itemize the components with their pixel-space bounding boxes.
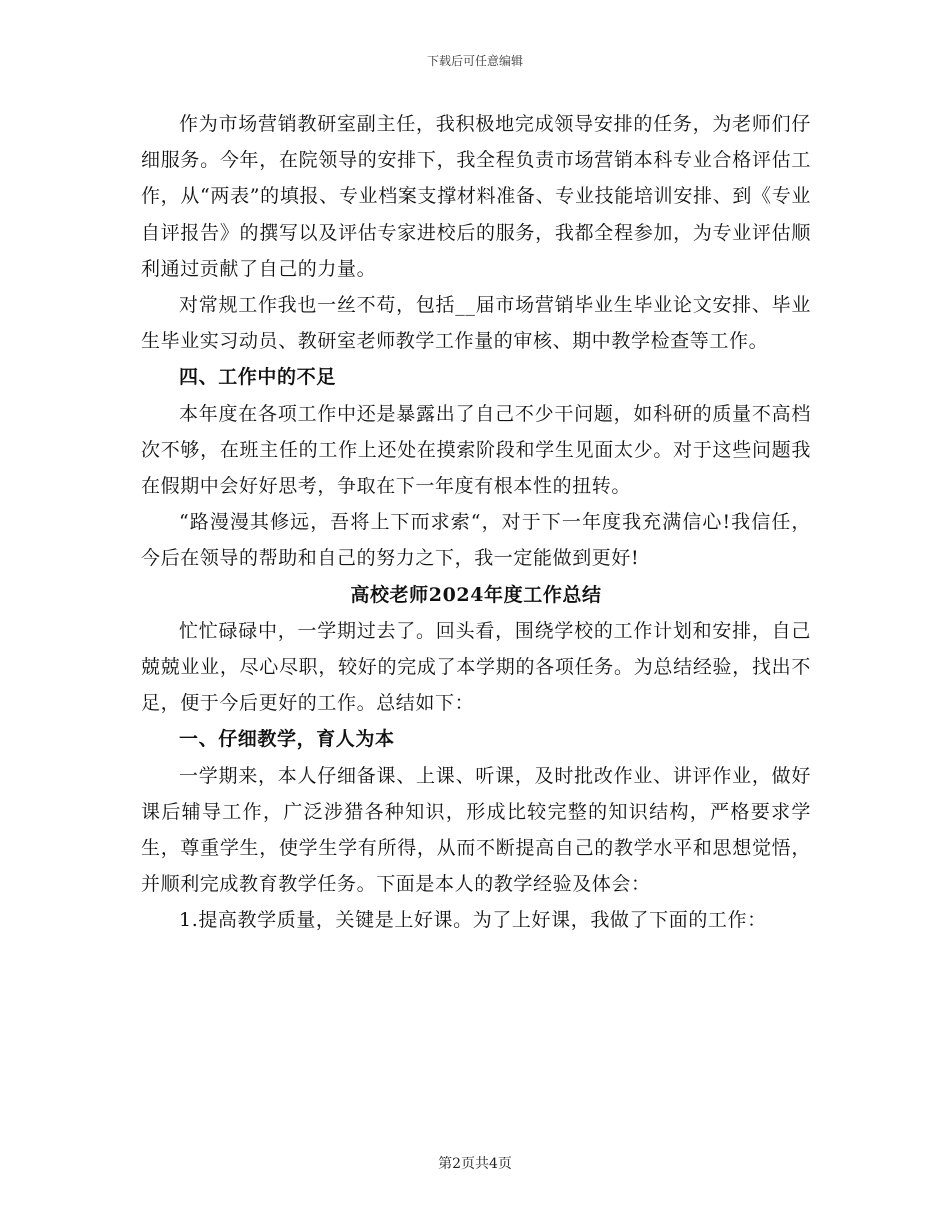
document-body — [141, 106, 811, 939]
page-header-note: 下载后可任意编辑 — [426, 54, 523, 68]
paragraph-routine-work: 对常规工作我也一丝不苟，包括__届市场营销毕业生毕业论文安排、毕业生毕业实习动员、教研室老师教学工作量的审核、期中教学检查等工作。 — [141, 294, 811, 353]
paragraph-shortcomings: 本年度在各项工作中还是暴露出了自己不少干问题，如科研的质量不高档次不够，在班主任的工作上还处在摸索阶段和学生见面太少。对于这些问题我在假期中会好好思考，争取在下一年度有根本性的扭转。 — [141, 402, 811, 498]
section-heading-shortcomings: 四、工作中的不足 — [179, 366, 336, 389]
paragraph-quality: 1.提高教学质量，关键是上好课。为了上好课，我做了下面的工作： — [179, 909, 767, 932]
section-heading-teaching: 一、仔细教学，育人为本 — [179, 728, 395, 751]
paragraph-outlook: “路漫漫其修远，吾将上下而求索“，对于下一年度我充满信心!我信任，今后在领导的帮助和自己的努力之下，我一定能做到更好! — [141, 511, 811, 570]
document-title: 高校老师2024年度工作总结 — [350, 583, 602, 606]
paragraph-teaching: 一学期来，本人仔细备课、上课、听课，及时批改作业、讲评作业，做好课后辅导工作，广泛涉猎各种知识，形成比较完整的知识结构，严格要求学生，尊重学生，使学生学有所得，从而不断提高自己的教学水平和思想觉悟，并顺利完成教育教学任务。下面是本人的教学经验及体会： — [141, 764, 811, 896]
paragraph-duties: 作为市场营销教研室副主任，我积极地完成领导安排的任务，为老师们仔细服务。今年，在院领导的安排下，我全程负责市场营销本科专业合格评估工作，从“两表”的填报、专业档案支撑材料准备、专业技能培训安排、到《专业自评报告》的撰写以及评估专家进校后的服务，我都全程参加，为专业评估顺利通过贡献了自己的力量。 — [141, 113, 811, 280]
page-number: 第2页共4页 — [438, 1156, 512, 1172]
paragraph-intro: 忙忙碌碌中，一学期过去了。回头看，围绕学校的工作计划和安排，自己兢兢业业，尽心尽职，较好的完成了本学期的各项任务。为总结经验，找出不足，便于今后更好的工作。总结如下： — [141, 619, 811, 715]
